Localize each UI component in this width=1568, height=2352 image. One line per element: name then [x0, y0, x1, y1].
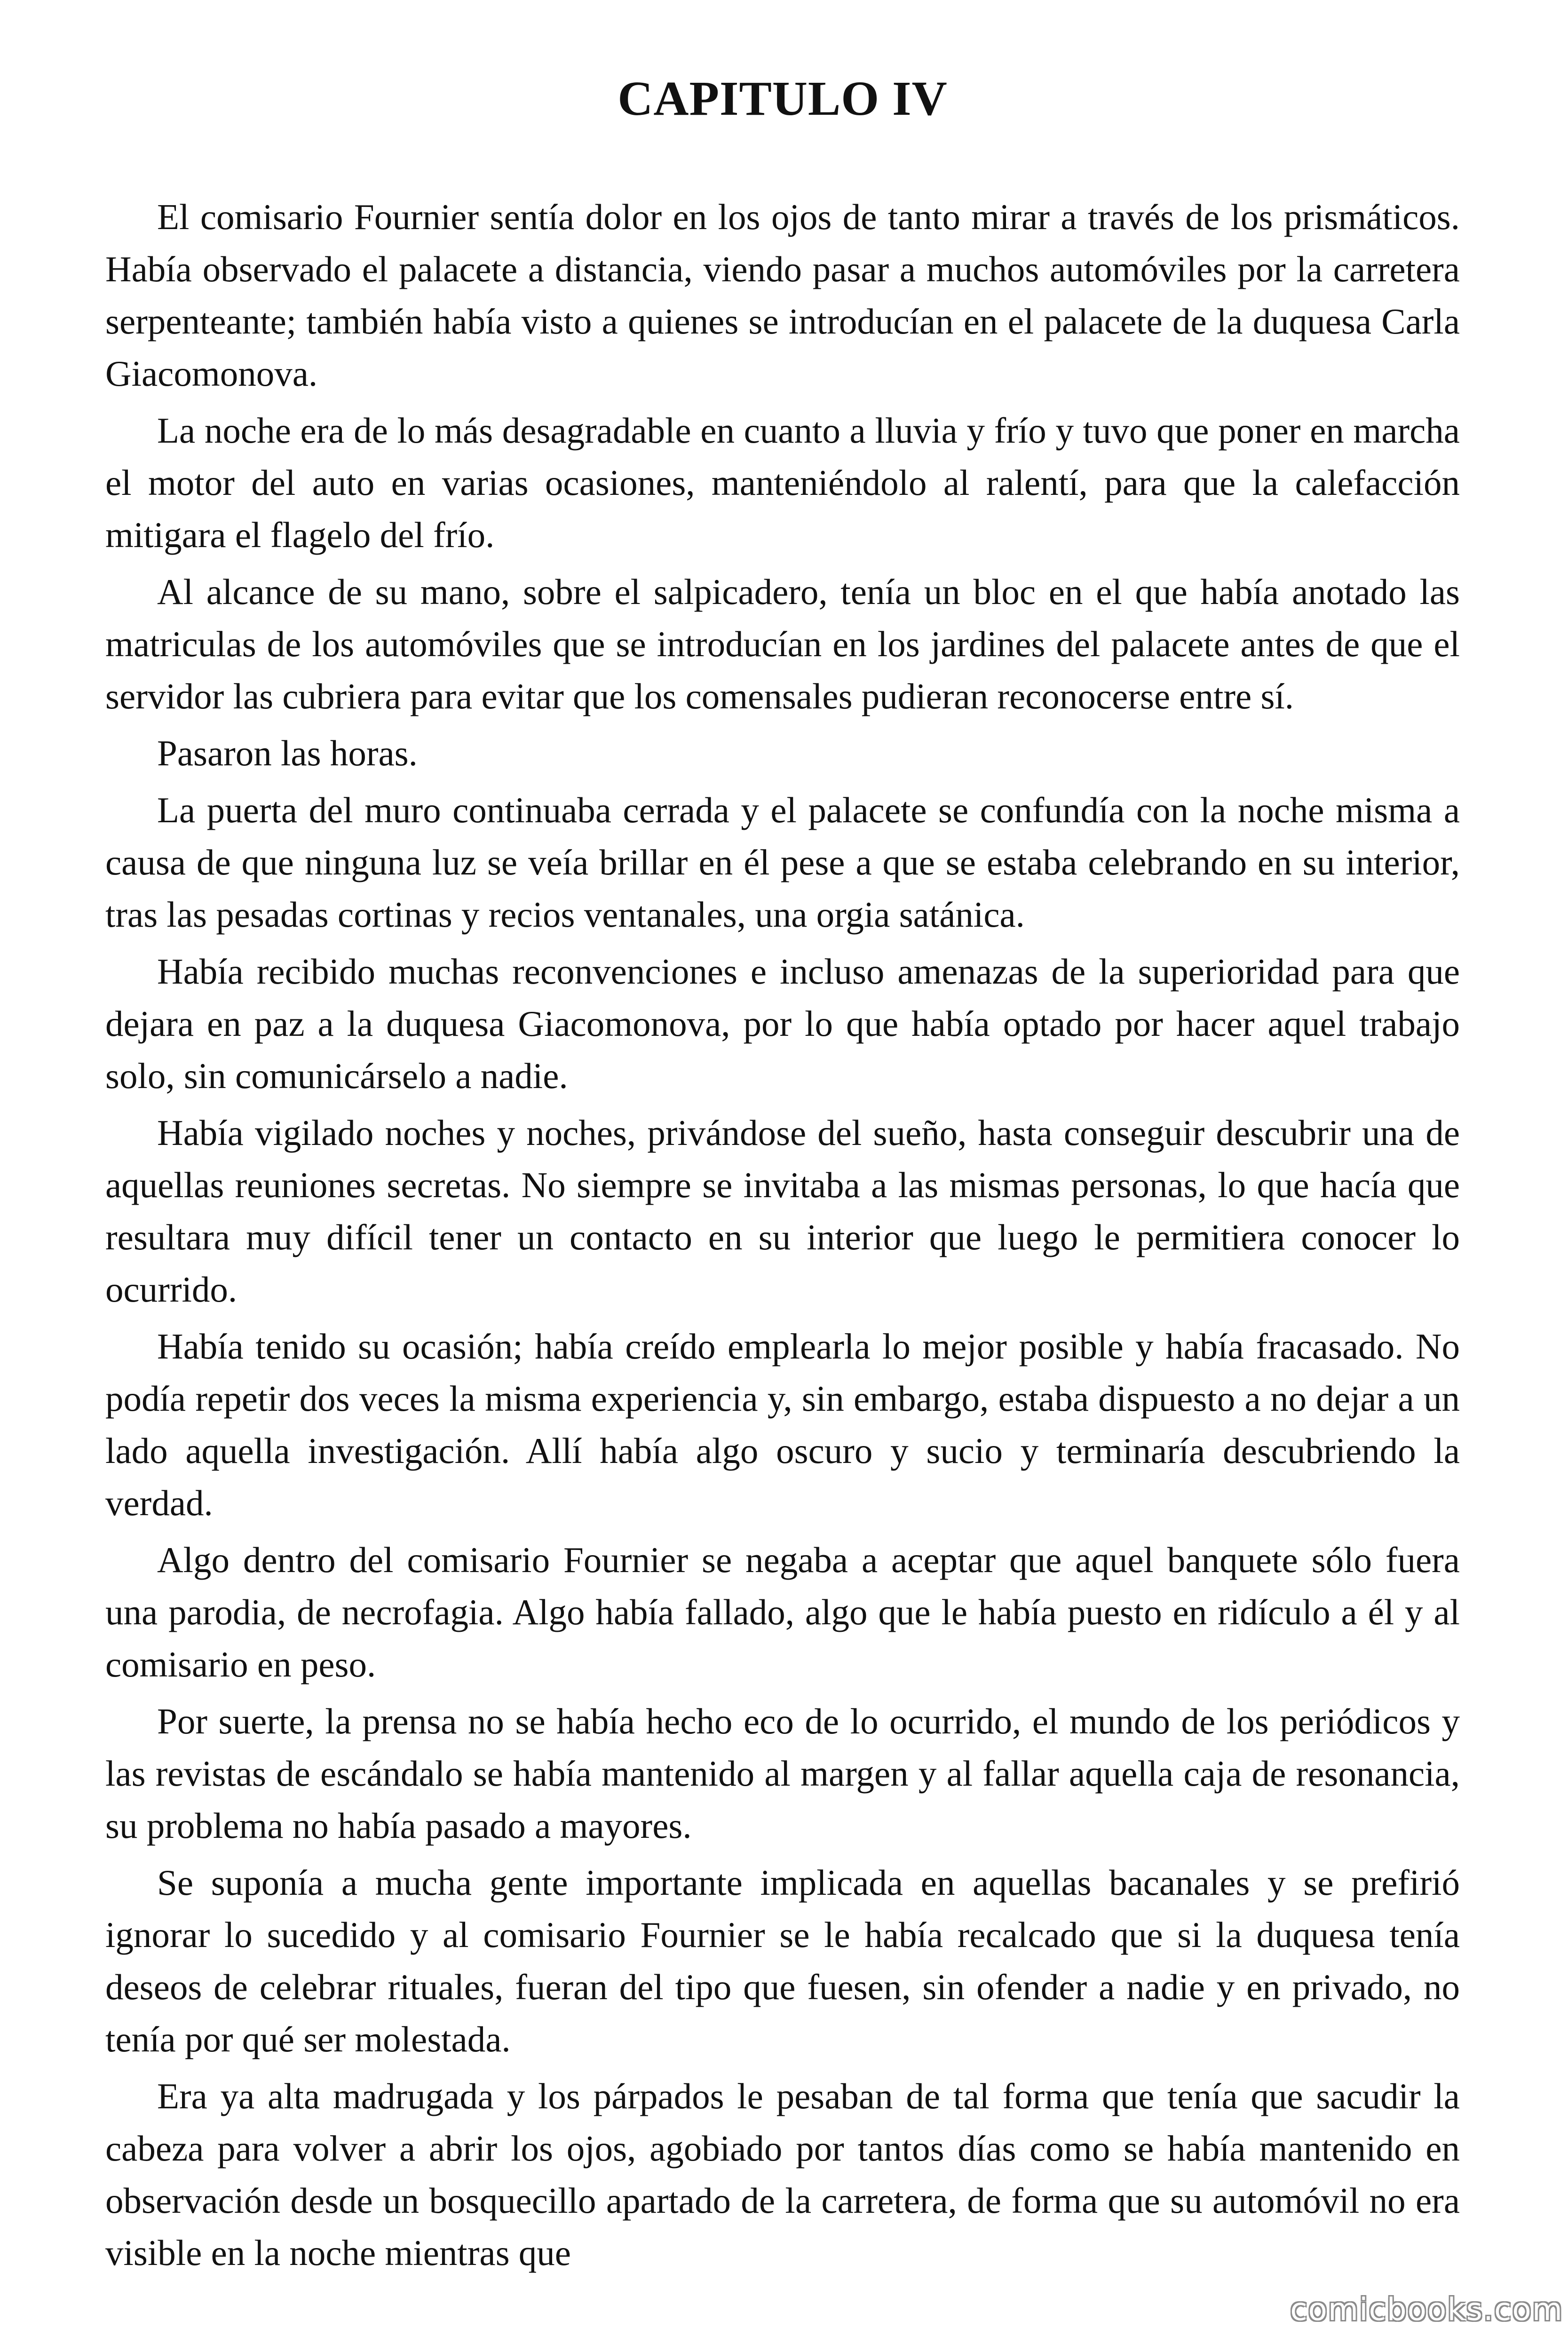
chapter-title: CAPITULO IV [618, 72, 948, 126]
paragraph: Era ya alta madrugada y los párpados le pesaban de tal forma que tenía que sacudir la cabeza para volver a abrir los ojos, agobiado por tantos días como se había mantenido en observación desde un bosquecillo apartado de la carretera, de forma que su automóvil no era visible en la noche mientras que [105, 2076, 1460, 2273]
paragraph: Había tenido su ocasión; había creído emplearla lo mejor posible y había fracasado. No podía repetir dos veces la misma experiencia y, sin embargo, estaba dispuesto a no dejar a un lado aquella investigación. Allí había algo oscuro y sucio y terminaría descubriendo la verdad. [105, 1326, 1460, 1523]
paragraph: Se suponía a mucha gente importante implicada en aquellas bacanales y se prefirió ignorar lo sucedido y al comisario Fournier se le había recalcado que si la duquesa tenía deseos de celebrar rituales, fueran del tipo que fuesen, sin ofender a nadie y en privado, no tenía por qué ser molestada. [105, 1862, 1460, 2059]
watermark: comicbooks.com [1290, 2291, 1563, 2328]
chapter-body [105, 191, 1460, 2279]
paragraph: Al alcance de su mano, sobre el salpicadero, tenía un bloc en el que había anotado las matriculas de los automóviles que se introducían en los jardines del palacete antes de que el servidor las cubriera para evitar que los comensales pudieran reconocerse entre sí. [105, 572, 1460, 716]
paragraph: Había vigilado noches y noches, privándose del sueño, hasta conseguir descubrir una de aquellas reuniones secretas. No siempre se invitaba a las mismas personas, lo que hacía que resultara muy difícil tener un contacto en su interior que luego le permitiera conocer lo ocurrido. [105, 1112, 1460, 1310]
paragraph: Pasaron las horas. [157, 733, 418, 773]
paragraph: La puerta del muro continuaba cerrada y el palacete se confundía con la noche misma a causa de que ninguna luz se veía brillar en él pese a que se estaba celebrando en su interior, tras las pesadas cortinas y recios ventanales, una orgia satánica. [105, 790, 1460, 935]
paragraph: Algo dentro del comisario Fournier se negaba a aceptar que aquel banquete sólo fuera una parodia, de necrofagia. Algo había fallado, algo que le había puesto en ridículo a él y al comisario en peso. [105, 1540, 1460, 1685]
paragraph: Había recibido muchas reconvenciones e incluso amenazas de la superioridad para que dejara en paz a la duquesa Giacomonova, por lo que había optado por hacer aquel trabajo solo, sin comunicárselo a nadie. [105, 951, 1460, 1096]
paragraph: La noche era de lo más desagradable en cuanto a lluvia y frío y tuvo que poner en marcha el motor del auto en varias ocasiones, manteniéndolo al ralentí, para que la calefacción mitigara el flagelo del frío. [105, 410, 1460, 555]
book-page [105, 0, 1460, 2352]
paragraph: Por suerte, la prensa no se había hecho eco de lo ocurrido, el mundo de los periódicos y las revistas de escándalo se había mantenido al margen y al fallar aquella caja de resonancia, su problema no había pasado a mayores. [105, 1701, 1460, 1846]
paragraph: El comisario Fournier sentía dolor en los ojos de tanto mirar a través de los prismáticos. Había observado el palacete a distancia, viendo pasar a muchos automóviles por la carretera serpenteante; también había visto a quienes se introducían en el palacete de la duquesa Carla Giacomonova. [105, 197, 1460, 394]
